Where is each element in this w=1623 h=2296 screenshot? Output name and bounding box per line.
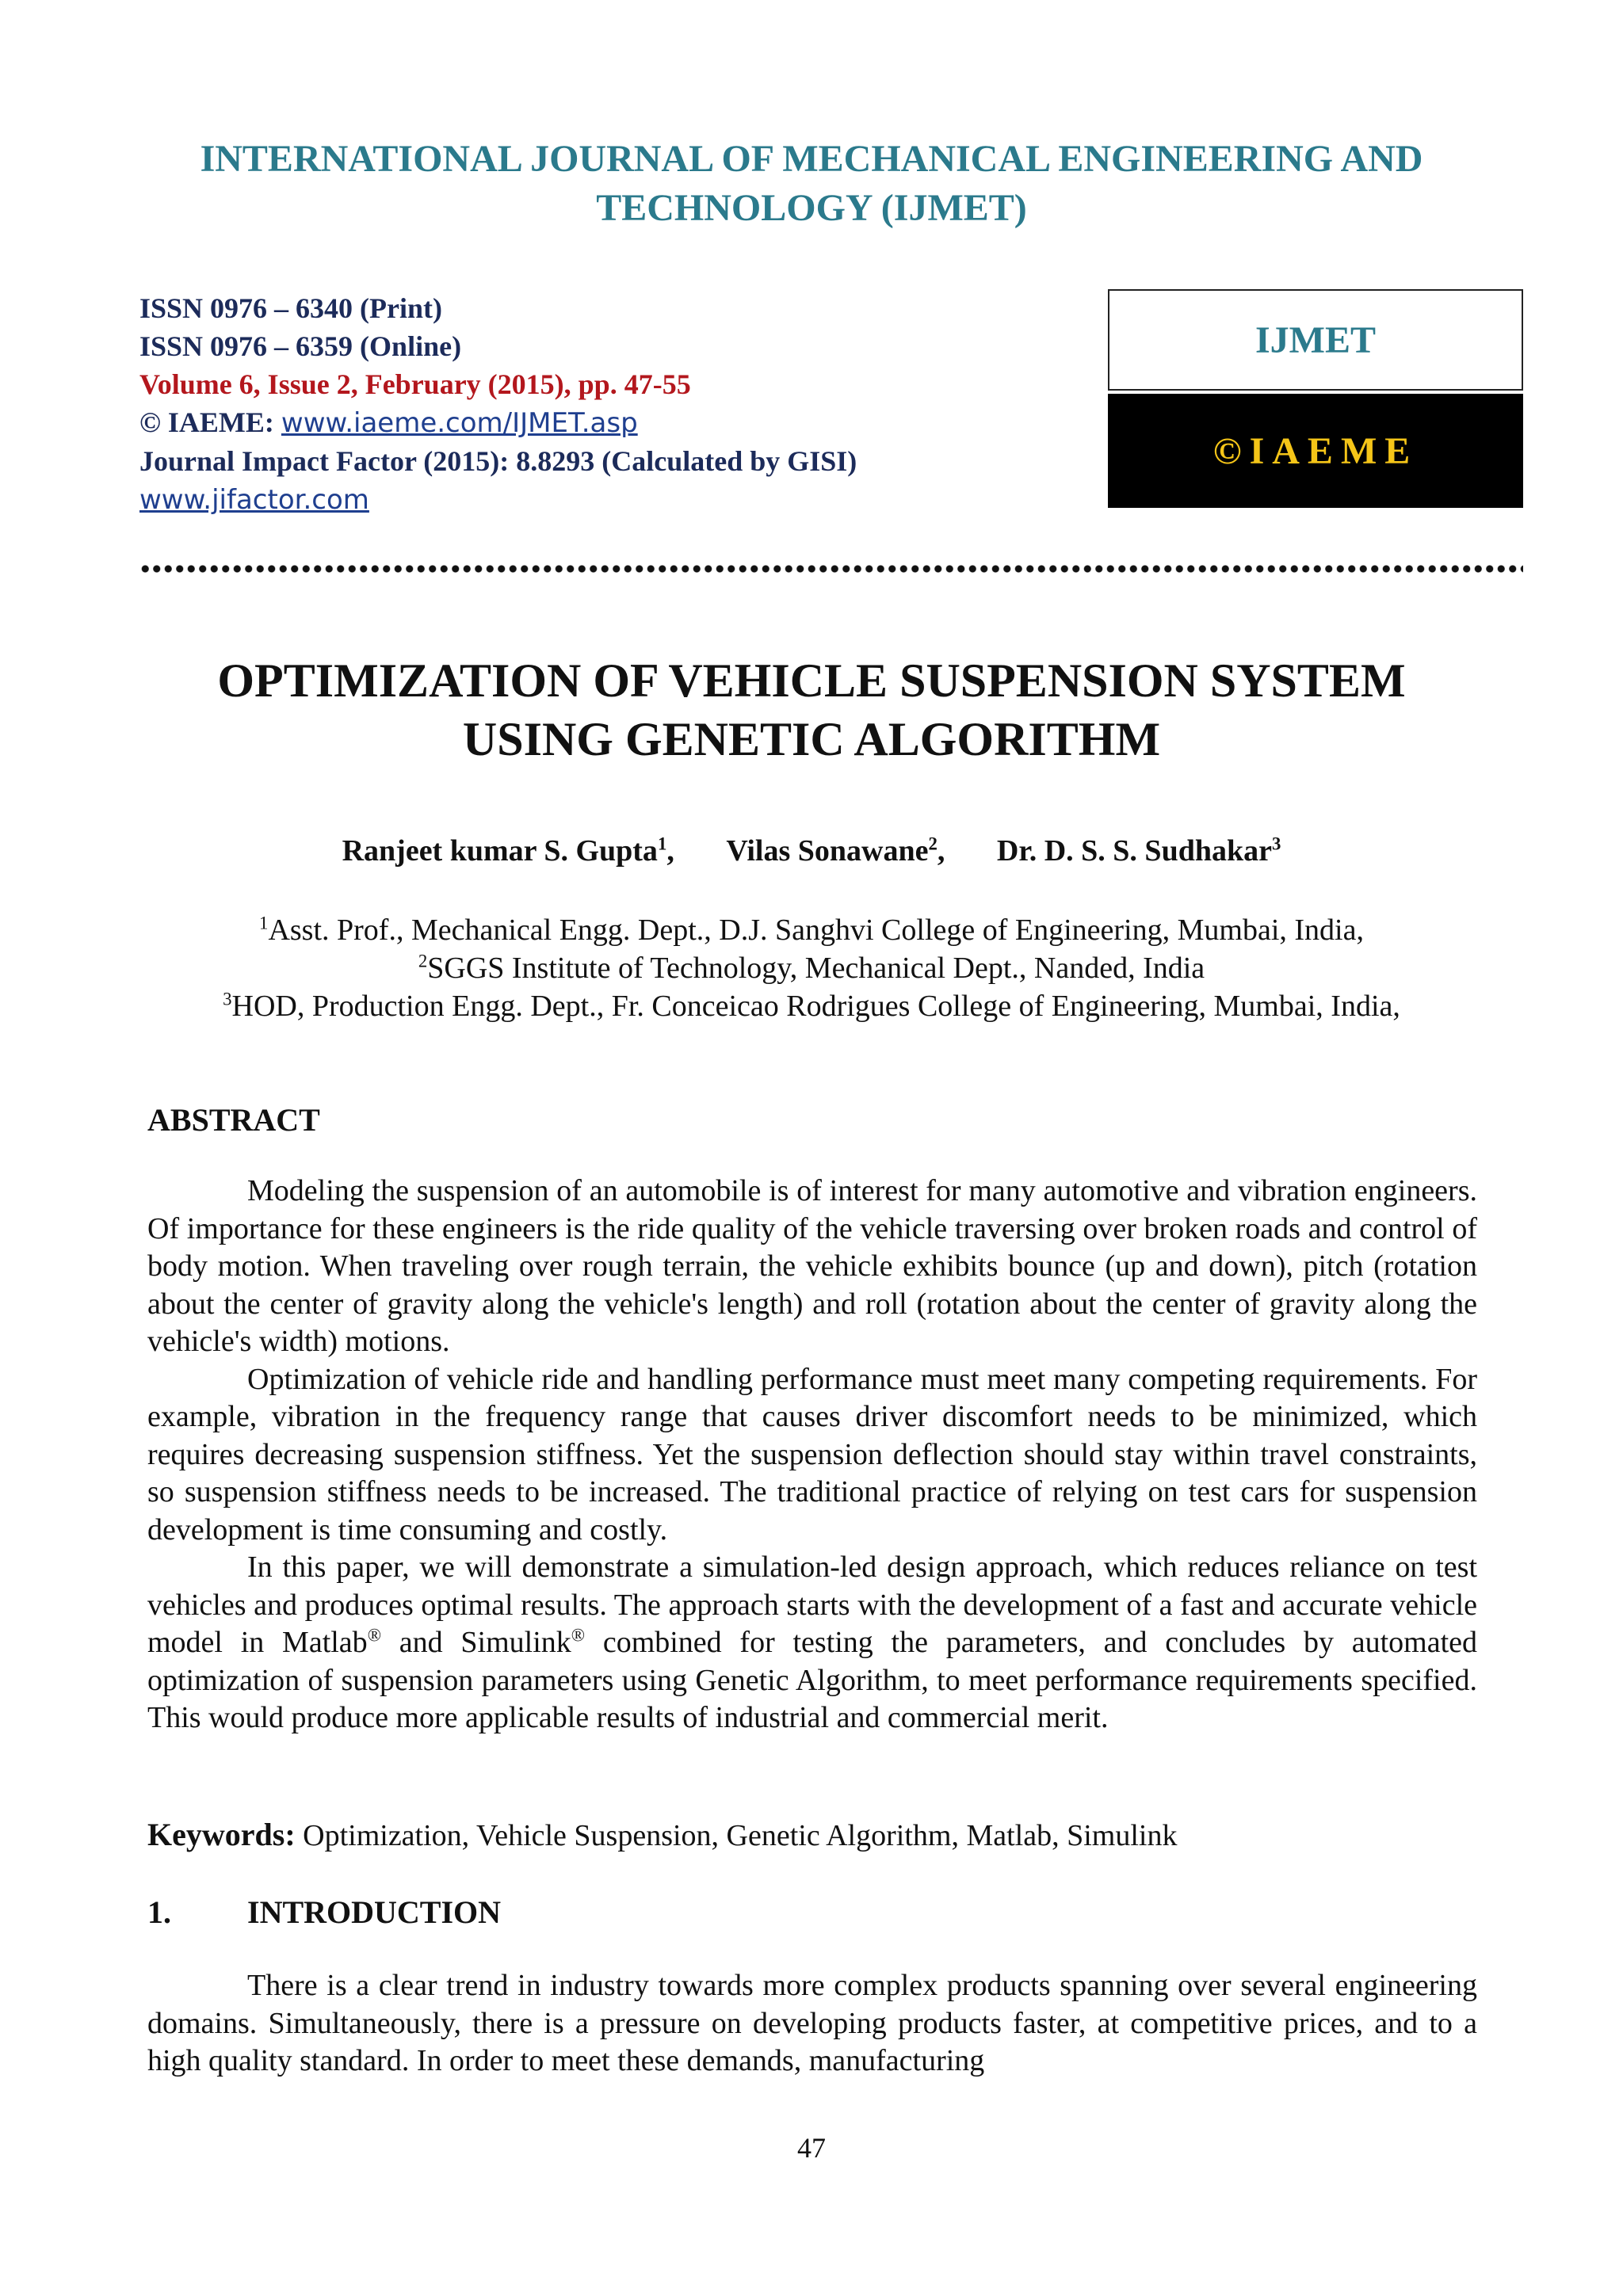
keywords-label: Keywords: bbox=[147, 1817, 296, 1852]
author-2: Vilas Sonawane$^2$, bbox=[726, 833, 945, 868]
journal-title bbox=[0, 135, 1623, 233]
page-number: 47 bbox=[797, 2132, 826, 2164]
journal-title-line-1: INTERNATIONAL JOURNAL OF MECHANICAL ENGINEERING AND bbox=[200, 138, 1423, 180]
issn-print: ISSN 0976 – 6340 (Print) bbox=[139, 292, 443, 324]
paper-title bbox=[0, 651, 1623, 769]
journal-title-line-2: TECHNOLOGY (IJMET) bbox=[596, 187, 1027, 229]
impact-factor: Journal Impact Factor (2015): 8.8293 (Calculated by GISI) bbox=[139, 445, 857, 477]
affiliation-1: $^1$Asst. Prof., Mechanical Engg. Dept., D.J. Sanghvi College of Engineering, Mumbai, India, bbox=[259, 913, 1364, 947]
abstract-body bbox=[147, 1173, 1477, 1737]
keywords bbox=[147, 1816, 1177, 1853]
paper-title-line-1: OPTIMIZATION OF VEHICLE SUSPENSION SYSTEM bbox=[217, 654, 1406, 707]
abstract-paragraph-1: Modeling the suspension of an automobile is of interest for many automotive and vibration engineers. Of importance for these engineers is the ride quality of the vehicle traversing over broken roads and control of body motion. When traveling over rough terrain, the vehicle exhibits bounce (up and down), pitch (rotation about the center of gravity along the vehicle's length) and roll (rotation about the center of gravity along the vehicle's width) motions. bbox=[147, 1174, 1477, 1358]
introduction-paragraph-1: There is a clear trend in industry towards more complex products spanning over several engineering domains. Simultaneously, there is a pressure on developing products faster, at competitive prices, and to a high quality standard. In order to meet these demands, manufacturing bbox=[147, 1969, 1477, 2077]
abstract-paragraph-2: Optimization of vehicle ride and handling performance must meet many competing requirements. For example, vibration in the frequency range that causes driver discomfort needs to be minimized, which requires decreasing suspension stiffness. Yet the suspension deflection should stay within travel constraints, so suspension stiffness needs to be increased. The traditional practice of relying on test cars for suspension development is time consuming and costly. bbox=[147, 1362, 1477, 1547]
author-1: Ranjeet kumar S. Gupta$^1$, bbox=[342, 833, 674, 868]
keywords-text: Optimization, Vehicle Suspension, Genetic Algorithm, Matlab, Simulink bbox=[295, 1819, 1178, 1852]
authors bbox=[0, 833, 1623, 868]
section-title: INTRODUCTION bbox=[247, 1894, 502, 1930]
author-3: Dr. D. S. S. Sudhakar$^3$ bbox=[996, 833, 1281, 868]
issn-online: ISSN 0976 – 6359 (Online) bbox=[139, 330, 462, 362]
affiliation-3: $^3$HOD, Production Engg. Dept., Fr. Conceicao Rodrigues College of Engineering, Mumbai, India, bbox=[223, 989, 1400, 1023]
jifactor-link[interactable]: www.jifactor.com bbox=[139, 484, 369, 516]
introduction-body bbox=[147, 1967, 1477, 2081]
ijmet-logo-box: IJMET bbox=[1108, 289, 1523, 391]
volume-info: Volume 6, Issue 2, February (2015), pp. 47-55 bbox=[139, 368, 691, 400]
section-number: 1. bbox=[147, 1894, 171, 1930]
paper-title-line-2: USING GENETIC ALGORITHM bbox=[462, 713, 1161, 765]
introduction-heading bbox=[147, 1894, 501, 1931]
abstract-heading: ABSTRACT bbox=[147, 1102, 320, 1138]
affiliation-2: $^2$SGGS Institute of Technology, Mechanical Dept., Nanded, India bbox=[418, 951, 1205, 985]
abstract-paragraph-3: In this paper, we will demonstrate a simulation-led design approach, which reduces reliance on test vehicles and produces optimal results. The approach starts with the development of a fast and accurate vehicle model in Matlab® and Simulink® combined for testing the parameters, and concludes by automated optimization of suspension parameters using Genetic Algorithm, to meet performance requirements specified. This would produce more applicable results of industrial and commercial merit. bbox=[147, 1550, 1477, 1734]
iaeme-label: © IAEME: bbox=[139, 406, 281, 438]
affiliations bbox=[0, 911, 1623, 1025]
journal-meta bbox=[139, 289, 857, 519]
dotted-divider bbox=[139, 564, 1523, 574]
iaeme-link[interactable]: www.iaeme.com/IJMET.asp bbox=[281, 407, 638, 439]
iaeme-line bbox=[139, 403, 857, 442]
iaeme-logo-box: ©IAEME bbox=[1108, 394, 1523, 508]
